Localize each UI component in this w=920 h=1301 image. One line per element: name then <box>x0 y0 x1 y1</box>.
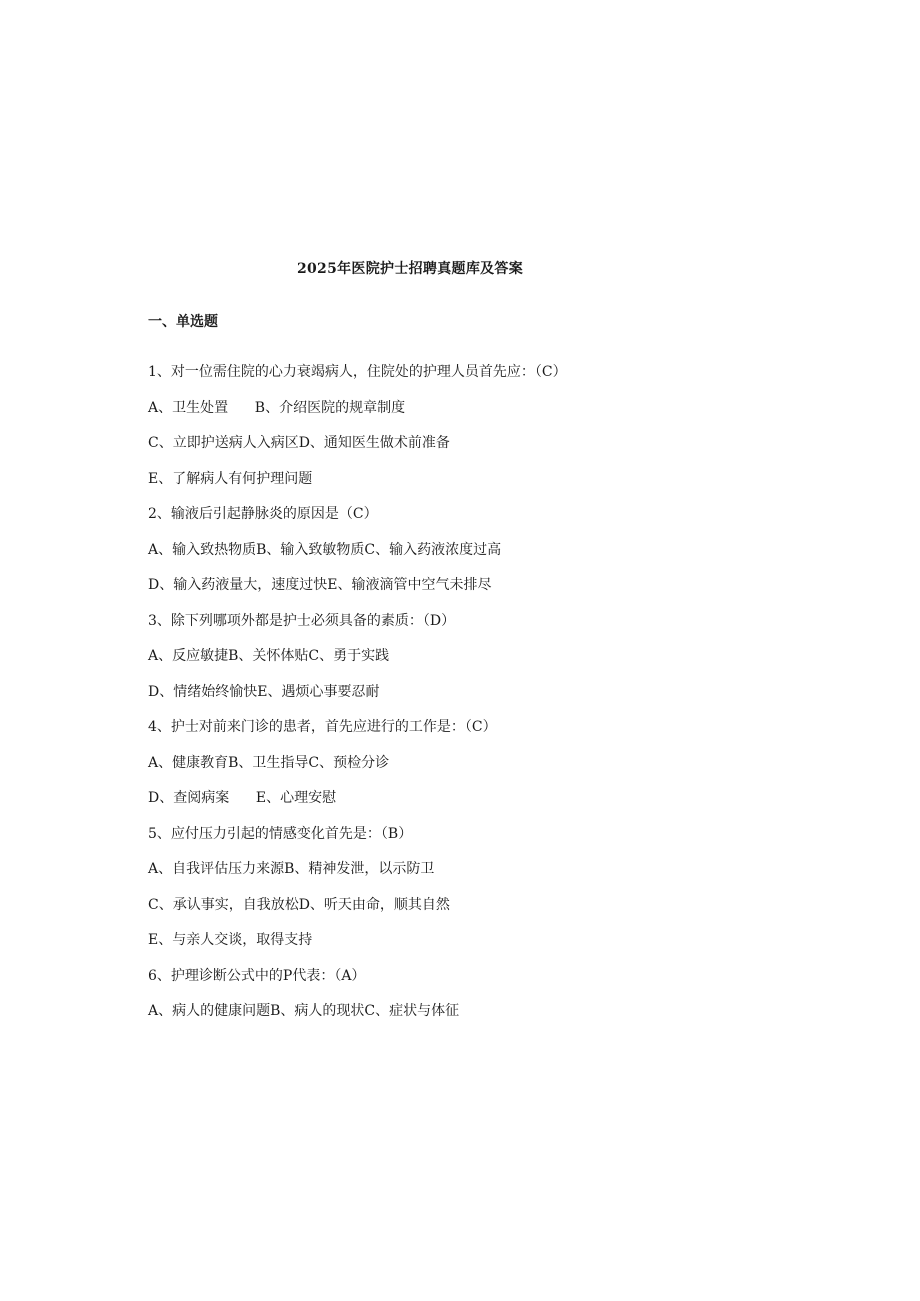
text-line: A、健康教育B、卫生指导C、预检分诊 <box>148 754 390 771</box>
document-title: 2025年医院护士招聘真题库及答案 <box>296 261 524 277</box>
text-line: 5、应付压力引起的情感变化首先是：（B） <box>148 825 413 842</box>
text-line: C、承认事实，自我放松D、听天由命，顺其自然 <box>148 896 450 913</box>
text-line: 3、除下列哪项外都是护士必须具备的素质：（D） <box>148 612 456 629</box>
text-line: 1、对一位需住院的心力衰竭病人，住院处的护理人员首先应：（C） <box>148 364 567 380</box>
text-line: A、卫生处置 B、介绍医院的规章制度 <box>148 399 406 416</box>
text-line: D、查阅病案 E、心理安慰 <box>148 790 337 806</box>
text-line: A、自我评估压力来源B、精神发泄，以示防卫 <box>148 861 435 877</box>
text-line: E、了解病人有何护理问题 <box>148 470 313 487</box>
text-line: A、反应敏捷B、关怀体贴C、勇于实践 <box>148 648 390 664</box>
text-line: A、输入致热物质B、输入致敏物质C、输入药液浓度过高 <box>148 541 502 558</box>
text-line: 6、护理诊断公式中的P代表：（A） <box>148 967 366 984</box>
text-line: C、立即护送病人入病区D、通知医生做术前准备 <box>148 435 450 451</box>
text-line: D、情绪始终愉快E、遇烦心事要忍耐 <box>148 683 380 700</box>
text-line: E、与亲人交谈，取得支持 <box>148 932 313 948</box>
text-line: 4、护士对前来门诊的患者，首先应进行的工作是：（C） <box>148 719 497 735</box>
text-line: 2、输液后引起静脉炎的原因是（C） <box>148 506 378 522</box>
question-list <box>148 362 828 1037</box>
section-heading: 一、单选题 <box>148 314 218 330</box>
text-line: A、病人的健康问题B、病人的现状C、症状与体征 <box>148 1003 460 1019</box>
text-line: D、输入药液量大，速度过快E、输液滴管中空气未排尽 <box>148 577 492 593</box>
